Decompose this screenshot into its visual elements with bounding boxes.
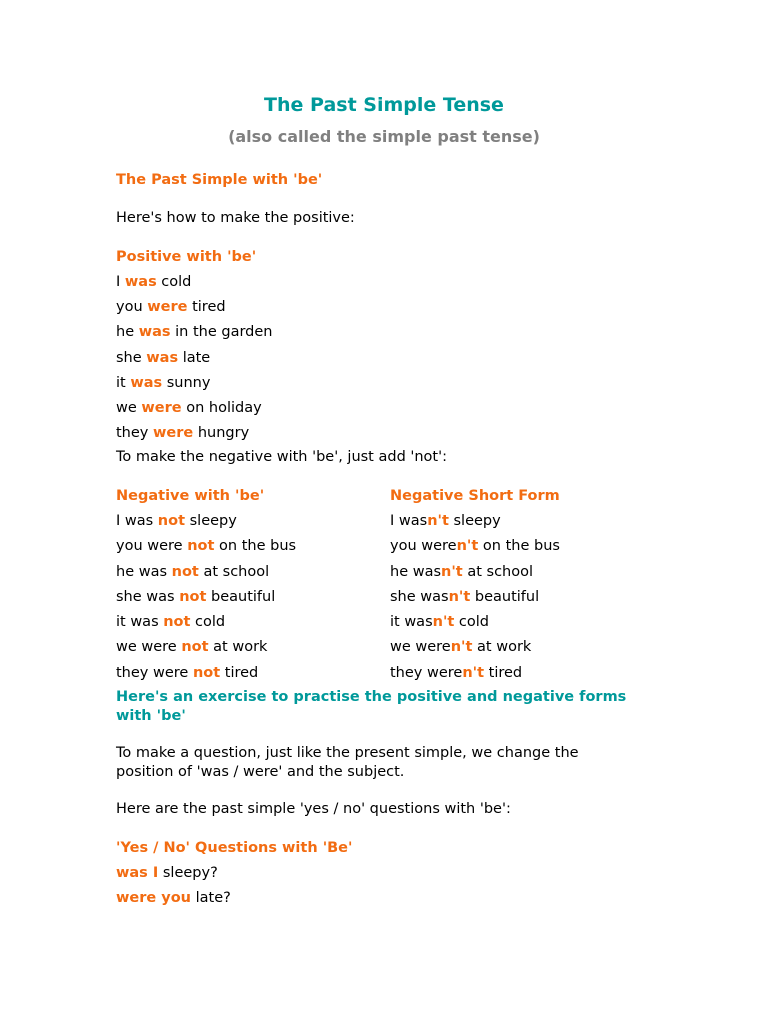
row-rest: beautiful bbox=[470, 589, 540, 605]
row-contraction: n't bbox=[427, 513, 449, 529]
row-subject: they bbox=[116, 425, 153, 441]
row-negation: not bbox=[179, 589, 207, 605]
row-rest: cold bbox=[156, 274, 192, 290]
row-rest: cold bbox=[190, 614, 226, 630]
row-contraction: n't bbox=[448, 589, 471, 605]
row-verb: was bbox=[130, 375, 163, 391]
row-rest: tired bbox=[484, 665, 523, 681]
short-form-row bbox=[390, 639, 531, 655]
row-contraction: n't bbox=[462, 665, 485, 681]
row-verb: were bbox=[141, 400, 182, 416]
row-subject: she was bbox=[390, 589, 449, 605]
question-list-intro: Here are the past simple 'yes / no' questions with 'be': bbox=[116, 801, 511, 817]
negative-row bbox=[116, 564, 269, 580]
row-contraction: n't bbox=[450, 639, 473, 655]
row-subject: it was bbox=[116, 614, 164, 630]
row-rest: late bbox=[178, 350, 211, 366]
short-form-row bbox=[390, 538, 560, 554]
row-subject: we were bbox=[116, 639, 182, 655]
positive-row bbox=[116, 274, 191, 290]
row-contraction: n't bbox=[456, 538, 479, 554]
section-heading-be: The Past Simple with 'be' bbox=[116, 172, 323, 188]
row-rest: on holiday bbox=[181, 400, 262, 416]
row-rest: beautiful bbox=[206, 589, 276, 605]
positive-row bbox=[116, 375, 210, 391]
page-title: The Past Simple Tense bbox=[264, 94, 504, 116]
row-rest: at school bbox=[462, 564, 534, 580]
row-subject: they were bbox=[116, 665, 193, 681]
row-negation: not bbox=[171, 564, 199, 580]
negative-row bbox=[116, 614, 225, 630]
row-subject: it was bbox=[390, 614, 433, 630]
positive-row bbox=[116, 350, 210, 366]
negative-row bbox=[116, 665, 258, 681]
intro-negative: To make the negative with 'be', just add 'not': bbox=[116, 449, 447, 465]
question-intro: To make a question, just like the present simple, we change the position of 'was / were' and the subject. bbox=[116, 745, 579, 780]
positive-row bbox=[116, 425, 249, 441]
row-verb-subject: were you bbox=[116, 890, 191, 906]
positive-row bbox=[116, 324, 273, 340]
row-rest: cold bbox=[454, 614, 490, 630]
row-rest: tired bbox=[220, 665, 259, 681]
short-form-row bbox=[390, 564, 533, 580]
row-subject: they were bbox=[390, 665, 463, 681]
row-negation: not bbox=[181, 639, 209, 655]
negative-heading: Negative with 'be' bbox=[116, 488, 265, 504]
row-rest: sleepy? bbox=[158, 865, 218, 881]
short-form-heading: Negative Short Form bbox=[390, 488, 560, 504]
negative-row bbox=[116, 513, 237, 529]
negative-row bbox=[116, 589, 275, 605]
row-contraction: n't bbox=[441, 564, 463, 580]
row-verb: was bbox=[146, 350, 179, 366]
row-rest: in the garden bbox=[170, 324, 273, 340]
negative-row bbox=[116, 639, 267, 655]
row-rest: at school bbox=[198, 564, 270, 580]
row-verb: was bbox=[138, 324, 171, 340]
row-verb: were bbox=[147, 299, 188, 315]
intro-positive: Here's how to make the positive: bbox=[116, 210, 355, 226]
row-negation: not bbox=[192, 665, 221, 681]
row-subject: it bbox=[116, 375, 131, 391]
page-subtitle: (also called the simple past tense) bbox=[228, 127, 540, 146]
row-negation: not bbox=[163, 614, 191, 630]
short-form-row bbox=[390, 589, 539, 605]
row-subject: we were bbox=[390, 639, 451, 655]
row-subject: he was bbox=[390, 564, 442, 580]
row-rest: at work bbox=[208, 639, 268, 655]
row-subject: you were bbox=[116, 538, 188, 554]
row-rest: on the bus bbox=[478, 538, 560, 554]
row-negation: not bbox=[187, 538, 215, 554]
row-negation: not bbox=[157, 513, 186, 529]
row-subject: I was bbox=[116, 513, 158, 529]
row-rest: tired bbox=[187, 299, 226, 315]
row-subject: he bbox=[116, 324, 139, 340]
row-verb: were bbox=[153, 425, 194, 441]
question-row bbox=[116, 865, 218, 881]
row-subject: you bbox=[116, 299, 148, 315]
positive-row bbox=[116, 299, 226, 315]
row-subject: I bbox=[116, 274, 125, 290]
row-rest: hungry bbox=[193, 425, 250, 441]
row-subject: I was bbox=[390, 513, 428, 529]
short-form-row bbox=[390, 513, 501, 529]
short-form-row bbox=[390, 665, 522, 681]
row-contraction: n't bbox=[432, 614, 455, 630]
question-row bbox=[116, 890, 231, 906]
question-heading: 'Yes / No' Questions with 'Be' bbox=[116, 840, 353, 856]
row-subject: she bbox=[116, 350, 147, 366]
short-form-row bbox=[390, 614, 489, 630]
row-verb: was bbox=[124, 274, 157, 290]
positive-heading: Positive with 'be' bbox=[116, 249, 257, 265]
row-rest: on the bus bbox=[214, 538, 297, 554]
row-rest: at work bbox=[472, 639, 532, 655]
row-verb-subject: was I bbox=[116, 865, 159, 881]
positive-row bbox=[116, 400, 262, 416]
row-rest: sleepy bbox=[448, 513, 501, 529]
row-rest: sleepy bbox=[185, 513, 237, 529]
row-subject: you were bbox=[390, 538, 457, 554]
negative-row bbox=[116, 538, 296, 554]
row-subject: we bbox=[116, 400, 142, 416]
row-subject: he was bbox=[116, 564, 172, 580]
exercise-link[interactable]: Here's an exercise to practise the positive and negative forms with 'be' bbox=[116, 689, 627, 724]
row-rest: late? bbox=[191, 890, 231, 906]
row-subject: she was bbox=[116, 589, 180, 605]
row-rest: sunny bbox=[162, 375, 211, 391]
